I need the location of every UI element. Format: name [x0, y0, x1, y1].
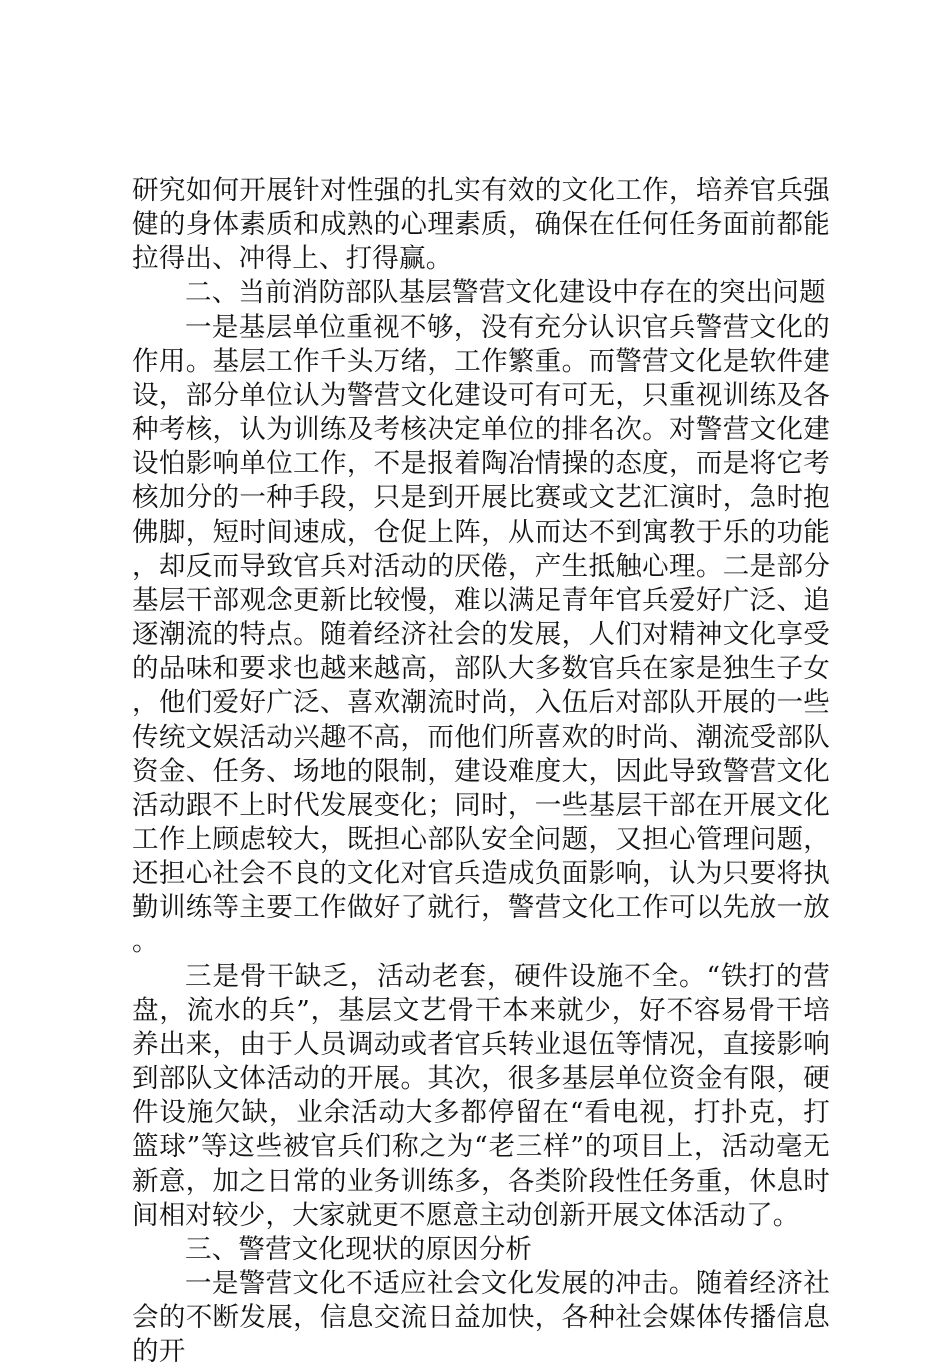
paragraph-problem-3: 三是骨干缺乏，活动老套，硬件设施不全。“铁打的营盘，流水的兵”，基层文艺骨干本来就少，好不容易骨干培养出来，由于人员调动或者官兵转业退伍等情况，直接影响到部队文体活动的开展。其次，很多基层单位资金有限，硬件设施欠缺，业余活动大多都停留在“看电视，打扑克，打篮球”等这些被官兵们称之为“老三样”的项目上，活动毫无新意，加之日常的业务训练多，各类阶段性任务重，休息时间相对较少，大家就更不愿意主动创新开展文体活动了。: [132, 960, 830, 1231]
paragraph-cause-1: 一是警营文化不适应社会文化发展的冲击。随着经济社会的不断发展，信息交流日益加快，各种社会媒体传播信息的开: [132, 1268, 830, 1368]
section-heading-2: 二、当前消防部队基层警营文化建设中存在的突出问题: [185, 277, 826, 309]
document-body: [132, 174, 830, 1369]
section-heading-3: 三、警营文化现状的原因分析: [185, 1233, 533, 1265]
paragraph-problem-1-2: 一是基层单位重视不够，没有充分认识官兵警营文化的作用。基层工作千头万绪，工作繁重。而警营文化是软件建设，部分单位认为警营文化建设可有可无，只重视训练及各种考核，认为训练及考核决定单位的排名次。对警营文化建设怕影响单位工作，不是报着陶冶情操的态度，而是将它考核加分的一种手段，只是到开展比赛或文艺汇演时，急时抱佛脚，短时间速成，仓促上阵，从而达不到寓教于乐的功能，却反而导致官兵对活动的厌倦，产生抵触心理。二是部分基层干部观念更新比较慢，难以满足青年官兵爱好广泛、追逐潮流的特点。随着经济社会的发展，人们对精神文化享受的品味和要求也越来越高，部队大多数官兵在家是独生子女，他们爱好广泛、喜欢潮流时尚，入伍后对部队开展的一些传统文娱活动兴趣不高，而他们所喜欢的时尚、潮流受部队资金、任务、场地的限制，建设难度大，因此导致警营文化活动跟不上时代发展变化；同时，一些基层干部在开展文化工作上顾虑较大，既担心部队安全问题，又担心管理问题，还担心社会不良的文化对官兵造成负面影响，认为只要将执勤训练等主要工作做好了就行，警营文化工作可以先放一放。: [132, 311, 830, 958]
paragraph-continuation: 研究如何开展针对性强的扎实有效的文化工作，培养官兵强健的身体素质和成熟的心理素质，确保在任何任务面前都能拉得出、冲得上、打得赢。: [132, 175, 830, 275]
